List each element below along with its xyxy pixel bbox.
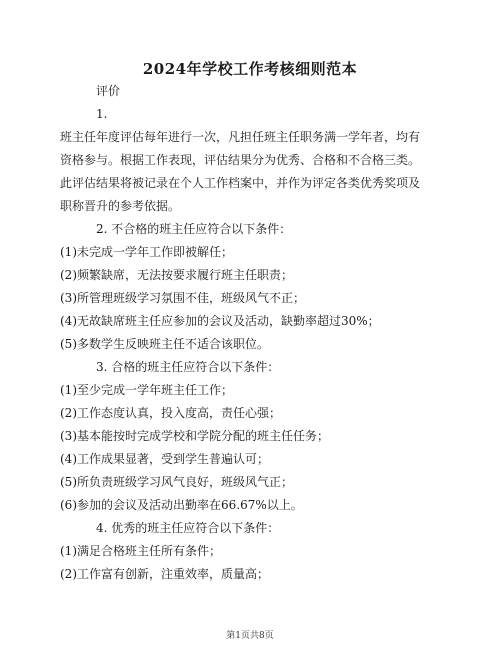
paragraph-line: 班主任年度评估每年进行一次，凡担任班主任职务满一学年者，均有: [60, 130, 421, 144]
list-item: (2)工作态度认真，投入度高，责任心强；: [60, 406, 281, 420]
list-item: (1)至少完成一学年班主任工作；: [60, 383, 233, 397]
document-title: 2024年学校工作考核细则范本: [142, 60, 358, 78]
list-item: (2)工作富有创新，注重效率，质量高；: [60, 567, 269, 581]
list-item: (1)未完成一学年工作即被解任；: [60, 245, 233, 259]
paragraph-line: 此评估结果将被记录在个人工作档案中，并作为评定各类优秀奖项及: [60, 176, 421, 190]
list-item: (3)基本能按时完成学校和学院分配的班主任任务；: [60, 429, 329, 443]
page-footer: 第1页共8页: [226, 631, 274, 641]
paragraph-line: 资格参与。根据工作表现，评估结果分为优秀、合格和不合格三类。: [60, 153, 421, 167]
list-item: (4)无故缺席班主任应参加的会议及活动，缺勤率超过30%；: [60, 314, 380, 328]
section-label: 评价: [96, 84, 121, 98]
document-body: [60, 80, 460, 586]
list-item: (5)多数学生反映班主任不适合该职位。: [60, 337, 269, 351]
list-item: (6)参加的会议及活动出勤率在66.67%以上。: [60, 498, 303, 512]
list-item: (3)所管理班级学习氛围不佳，班级风气不正；: [60, 291, 305, 305]
paragraph-line: 职称晋升的参考依据。: [60, 199, 181, 213]
list-item: (5)所负责班级学习风气良好，班级风气正；: [60, 475, 293, 489]
list-item: (2)频繁缺席，无法按要求履行班主任职责；: [60, 268, 293, 282]
section-heading: 2. 不合格的班主任应符合以下条件：: [96, 222, 292, 236]
section-heading: 4. 优秀的班主任应符合以下条件：: [96, 521, 280, 535]
item-number: 1.: [96, 107, 108, 121]
list-item: (1)满足合格班主任所有条件；: [60, 544, 221, 558]
section-heading: 3. 合格的班主任应符合以下条件：: [96, 360, 280, 374]
list-item: (4)工作成果显著，受到学生普遍认可；: [60, 452, 269, 466]
